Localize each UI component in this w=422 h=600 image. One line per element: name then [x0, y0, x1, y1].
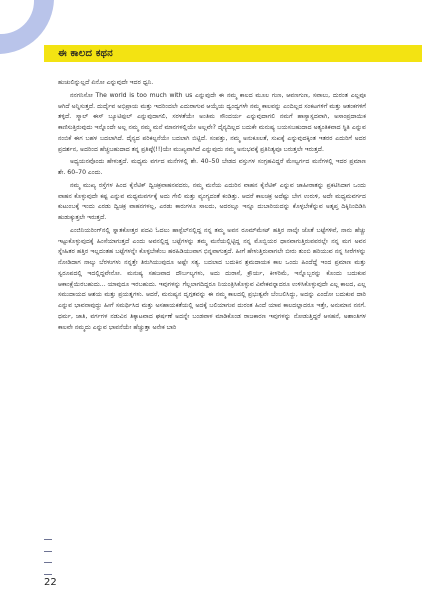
page-number: 22 — [44, 577, 57, 588]
paragraph: ಎಂಜಿನಿಯರಿಂಗ್‌ನಲ್ಲಿ ಸ್ನಾತಕೋತ್ತರ ಪದವಿ ಓದಲು ಹಾಸ್ಟೆಲ್‌ನಲ್ಲಿದ್ದ ನನ್ನ ತಮ್ಮ ಅವನ ರೂಮ್‌ಮೇಟ್ ಹತ್ತಿರ ನಾಲ್ಕೇ ಜೊತೆ ಬಟ್ಟೆಗಳಿವೆ, ನಾನು ಹೆಚ್ಚು ಇಟ್ಟುಕೊಳ್ಳುವುದಕ್ಕೆ ಹಿಂಸೆಯಾಗುತ್ತದೆ ಎಂದು ಅವನಲ್ಲಿದ್ದ ಬಟ್ಟೆಗಳನ್ನು ತಮ್ಮ ಮನೆಯಲ್ಲಿಟ್ಟಿದ್ದ ನನ್ನ ಮೊಬ್ಬಿಯರ ಧಾನವಾಗುತ್ತಿರುವವರಲ್ಲೇ ನನ್ನ ಮಗ ಅವನ ಸ್ನೇಹಿತರ ಹತ್ತಿರ ಇಲ್ಲದಂತಹ ಬಟ್ಟೆಗಳನ್ನೇ ಕೊಳ್ಳಬೇಕೆಂಬ ಹಠಹಿಡಿಯುವಾಗ ಭಿನ್ನವಾಗುತ್ತದೆ. ಹೀಗೆ ಹೇಳುತ್ತಿರುವಾಗಲೇ ಬೀರು ತುಂಬಿ ಹರಿಯುವ ನನ್ನ ಸೀರೆಗಳನ್ನು ನೋಡಿದಾಗ ನಾಲ್ಕು ಬೆರಳುಗಳು ನನ್ನತ್ತೇ ತಿರುಗಿಯುವುದೂ ಅಷ್ಟೇ ಸತ್ಯ. ಬದಲಾದ ಬದುಕಿನ ಶ್ರಮದಾಯಕ ಕಾಲ ಒಂದು ಹಿಂದೆದ್ದೆ ಇಂದ ಪ್ರಮಾಣ ಮತ್ತು ಸ್ವರೂಪದಲ್ಲಿ ಇದಲ್ಲಿದ್ದವೇನೋ. ಮನುಷ್ಯ ಸಹಜವಾದ ದೌರ್ಬಲ್ಯಗಳು, ಅದು ದುರಾಸೆ, ಕ್ರೌರ್ಯ, ಕೀಳರಿಮೆ, ಇನ್ನೊಬ್ಬರನ್ನು ಕೊಂದು ಬದುಕುವ ಆಕಾಂಕ್ಷೆಯಿರಬಹುದು... ಯಾವುದೂ ಇರಬಹುದು. ಇವುಗಳನ್ನು ಗೆಲ್ಲಲಾಗದಿದ್ದರೂ ನಿಯಂತ್ರಿಸಿಕೊಳ್ಳುವ ವಿವೇಕವನ್ನಾದರೂ ಉಳಿಸಿಕೊಳ್ಳುವುದೇ ಎಲ್ಲ ಕಾಲದ, ಎಲ್ಲ ಸಮುದಾಯದ ಆಶಯ ಮತ್ತು ಪ್ರಯತ್ನಗಳು. ಆದರೆ, ಮನುಷ್ಯನ ದೃಗ್ಗತವನ್ನು ಈ ನಮ್ಮ ಕಾಲದಲ್ಲಿ ಪ್ರಭುತ್ವವೇ ಬೆಂಬಲಿಸಿದ್ದು, ಅದನ್ನು ಎಂದೋ ಬದುಕುವ ದಾರಿ ಎನ್ನುವ ಭಾವನಾವುದ್ದು ಹೀಗೆ ಸಮರ್ಥಿಸಿದ ಮತ್ತು ಅಸಹಾಯಕತೆಯಲ್ಲಿ ಅದಕ್ಕೆ ಬಲಿಯಾಗುವ ದುರಂತ ಹಿಂದೆ ಯಾವ ಕಾಲದಲ್ಲಾದರೂ ಇತ್ತೇ, ಅನುಮಾನ ನನಗೆ. ಧರ್ಮ, ಜಾತಿ, ವರ್ಗಗಳ ನಡುವಿನ ತಿಕ್ಕಾಟವಾದ ಘರ್ಷಣೆ ಅದನ್ನೇ ಬಂಡವಾಳ ಮಾಡಿಕೊಂಡ ರಾಜಕಾರಣ ಇವುಗಳನ್ನು ನೋಡುತ್ತಿದ್ದರೆ ಆಸಹನೆ, ಅಶಾಂತಿಗಳ ಕಾಲವೇ ನಮ್ಮದು ಎನ್ನುವ ಭಾವನೆಯೇ ಹೆಚ್ಚುತ್ತಾ ಅನೇಕ ಬಾರಿ — [58, 226, 366, 331]
paragraph: ಹುಚುಲಿನ್ನುಲ್ಲದೆ ಏನೋ ಎನ್ನುವುದೇ ಇದರ ಧ್ವನಿ. — [58, 79, 154, 86]
section-title: ಈ ಕಾಲದ ಕಥನ — [58, 48, 113, 59]
paragraph: ನಮ್ಮ ಮುಖ್ಯ ರಸ್ತೆಗಳ ಹಿಂದ ಕೈನೆಟಿಕ್ ದ್ವಿಚಕ್ರವಾಹನವದರು, ನಮ್ಮ ಮನೆಯ ಎದುರಿನ ವಾಹನ ಕೈನೆಟಿಕ್ ಎನ್ನುವ ಜಾಹೀರಾತನ್ನು ಪ್ರಕಟಿಸಿದಾಗ ಒಂದು ವಾಹನ ಕೊಳ್ಳುವುದೇ ಕಷ್ಟ ಎನ್ನುವ ಮಧ್ಯಮವರ್ಗಕ್ಕೆ ಅದು ಗೇಲಿ ಮತ್ತು ವ್ಯಂಗ್ಯದಂತೆ ಕಂಡಿತ್ತು. ಆದರೆ ಕಾಲಚಕ್ರ ಅದೆಷ್ಟು ಬೇಗ ಉರುಳಿ, ಅದೇ ಮಧ್ಯಮವರ್ಗದ ಕುಟುಂಬಕ್ಕೆ ಇಂದು ಎರಡು ದ್ವಿಚಕ್ರ ವಾಹನಗಳಲ್ಲ, ಎರಡು ಕಾರುಗಳೂ ಸಾಲದು, ಅದರಲ್ಲೂ ಇನ್ನೂ ದುಬಾರಿಯದನ್ನು ಕೊಳ್ಳಬೇಕೆನ್ನುವ ಅತೃಪ್ತ ದಿಕ್ಕಿನಿಂದಿಡಿಸಿ ಹುಡುಕ್ಕುತ್ತಲೇ ಇರುತ್ತದೆ. — [58, 181, 366, 221]
footer-rule-lines — [44, 539, 52, 575]
article-body — [58, 78, 366, 335]
paragraph: ನನಗನಿಸೋ The world is too much with us ಎನ್ನುವುದೇ ಈ ನಮ್ಮ ಕಾಲದ ಮೂಲ ಗುಣ, ಆವಣಗುಣ, ಸವಾಲು, ದುರಂತ ಎಲ್ಲವೂ ಆಗಿದೆ ಅನ್ನಿಸುತ್ತದೆ. ದುರ್ದೈವ ಅಭಿಪ್ರಾಯ ಮತ್ತು ಇದರಿಂದಲೇ ಎದುರಾಗುವ ಆಯ್ಕೆಯ ದ್ವಂದ್ವಗಳೇ ನಮ್ಮ ಕಾಲವನ್ನು ಎಂದಿಲ್ಲದ ಸಂಕಟಗಳಿಗೆ ಮತ್ತು ಆತಂಕಗಳಿಗೆ ತಳ್ಳಿದೆ. ಸ್ಮಾಲ್ ಈಸ್ ಬ್ಯೂಟಿಫುಲ್ ಎನ್ನುವುದಾಗಲಿ, ಸರಳತೆಯೇ ಅಂತಿಮ ಸೌಂದರ್ಯ ಎನ್ನುವುದಾಗಲಿ ನಮಗೆ ಹಾಸ್ಯಾಸ್ಪದವಾಗಿ, ಅಸಾಂಪ್ರದಾಯಿಕ ಕಾಣಿಸುತ್ತಿರುವುದು ಇನ್ನೊಂದೇ ಅಲ್ಲ ನಮ್ಮ ನಮ್ಮ ಮನೆ ಮಾನಗಳಲ್ಲಿಯೇ ಅಲ್ಲವೇ? ದೈನ್ಯದಿಲ್ಲದ ಬದುಕೇ ಮನುಷ್ಯ ಬಯಸಬಹುದಾದ ಅತ್ಯಂತಿಕವಾದ ಸ್ಥಿತಿ ಎನ್ನುವ ನಂಬಿಕೆ ಈಗ ಬಹಳ ಬದಲಾಗಿದೆ. ದೈನ್ಯದ ಪರಿಕಲ್ಪನೆಯೇ ಬದಲಾಗಿ ಬಿಟ್ಟಿದೆ. ಸಂಪತ್ತು, ನಮ್ಮ ಅನುಕೂಲತೆ, ಸುಖಕ್ಕೆ ಎನ್ನುವುದಕ್ಕಿಂತ ಇತರರ ಎದುರಿಗೆ ಅದರ ಪ್ರದರ್ಶನ, ಅದರಿಂದ ಹೆಚ್ಚಬಹುದಾದ ತನ್ನ ಪ್ರತಿಷ್ಠೆ(!!)ಯೇ ಮುಖ್ಯವಾಗಿದೆ ಎನ್ನುವುದು ನಮ್ಮ ಅನುಭವಕ್ಕೆ ಪ್ರತಿನಿತ್ಯವೂ ಬರುತ್ತಲೇ ಇರುತ್ತದೆ. — [58, 91, 366, 153]
paragraph: ಅಧ್ಯಯನವೊಂದು ಹೇಳುತ್ತದೆ. ಮಧ್ಯಮ ವರ್ಗದ ಮನೆಗಳಲ್ಲಿ ಶೇ. 40–50 ಬೇಡದ ವಸ್ತುಗಳ ಸಂಗ್ರಹವಿದ್ದರೆ ಮೇಲ್ವರ್ಗದ ಮನೆಗಳಲ್ಲಿ ಇದರ ಪ್ರಮಾಣ ಶೇ. 60–70 ಎಂದು. — [58, 158, 366, 176]
